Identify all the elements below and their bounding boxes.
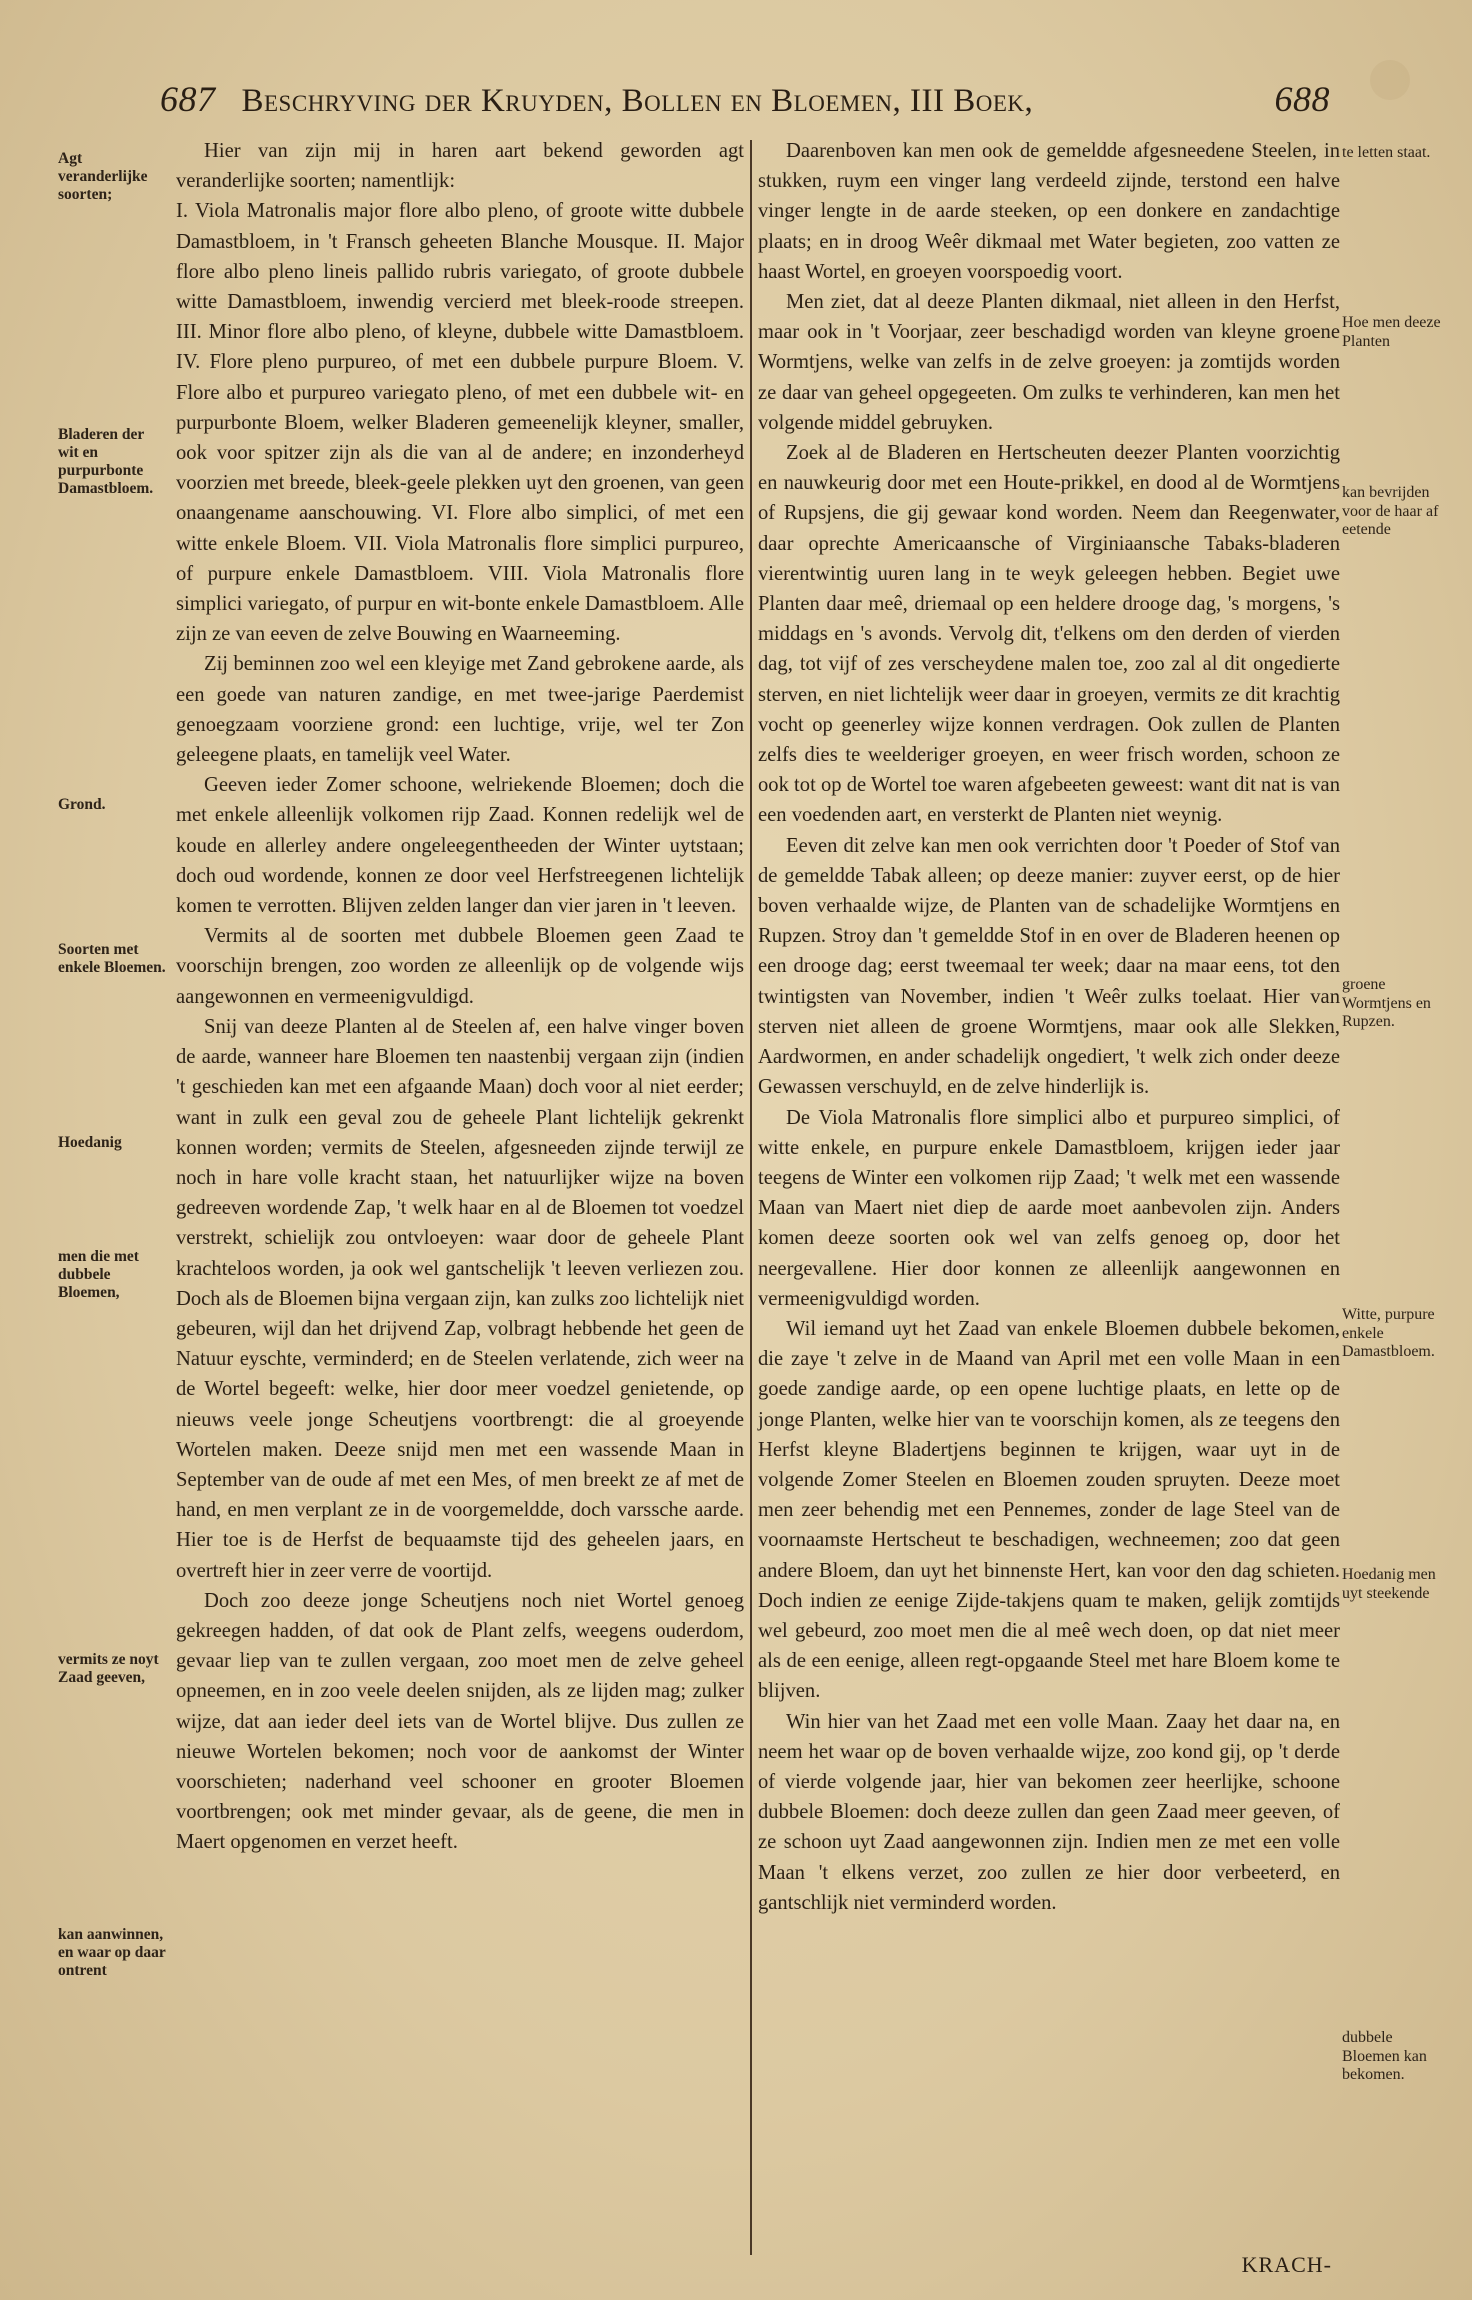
margin-note-left: Grond. [58, 796, 106, 813]
paper-stain [1370, 60, 1410, 100]
page-number-right: 688 [1274, 79, 1330, 119]
paragraph: Men ziet, dat al deeze Planten dikmaal, niet alleen in den Herfst, maar ook in 't Voorjaar, zeer beschadigd worden van kleyne groene Wormtjens, welke van zelfs in de zelve groeyen: ja zomtijds worden ze daar van geheel opgegeeten. Om zulks te verhinderen, kan men het volgende middel gebruyken. [758, 291, 1340, 434]
margin-note-left: Hoedanig [58, 1134, 122, 1151]
margin-note-left: Agt veranderlijke soorten; [58, 150, 148, 203]
margin-note-left: Bladeren der wit en purpurbonte Damastbloem. [58, 426, 154, 497]
catchword: KRACH- [1241, 2252, 1332, 2277]
margin-note-left: Soorten met enkele Bloemen. [58, 941, 166, 976]
paragraph: I. Viola Matronalis major flore albo pleno, of groote witte dubbele Damastbloem, in 't Fransch geheeten Blanche Mousque. II. Major flore albo pleno lineis pallido rubris variegato, of groote dubbele witte Damastbloem, inwendig vercierd met bleek-roode streepen. III. Minor flore albo pleno, of kleyne, dubbele witte Damastbloem. IV. Flore pleno purpureo, of met een dubbele purpure Bloem. V. Flore albo et purpureo variegato pleno, of met een dubbele wit- en purpurbonte Bloem, welker Bladeren gemeenelijk kleyner, smaller, ook voor spitzer zijn als die van al de andere; en inzonderheyd voorzien met breede, bleek-geele plekken uyt den groenen, van geen onaangename aanschouwing. VI. Flore albo simplici, of met een witte enkele Bloem. VII. Viola Matronalis flore simplici purpureo, of purpure enkele Damastbloem. VIII. Viola Matronalis flore simplici variegato, of purpur en wit-bonte enkele Damastbloem. Alle zijn ze van eeven de zelve Bouwing en Waarneeming. [176, 200, 744, 646]
margin-note-left: kan aanwinnen, en waar op daar ontrent [58, 1926, 166, 1979]
margin-note-right: te letten staat. [1342, 144, 1431, 161]
paragraph: Vermits al de soorten met dubbele Bloemen geen Zaad te voorschijn brengen, zoo worden ze alleenlijk op de volgende wijs aangewonnen en vermeenigvuldigd. [176, 925, 744, 1008]
paragraph: Doch zoo deeze jonge Scheutjens noch niet Wortel genoeg gekreegen hadden, of dat ook de Plant zelfs, weegens ouderdom, gevaar liep van te zullen vergaan, zoo moet men de zelve geheel opneemen, en in zoo veele deelen snijden, als ze lijden mag; zulker wijze, dat aan ieder deel iets van de Wortel blijve. Dus zullen ze nieuwe Wortelen bekomen; noch voor de aankomst der Winter voorschieten; naderhand veel schooner en grooter Bloemen voortbrengen; ook met minder gevaar, als de geene, die men in Maert opgenomen en verzet heeft. [176, 1589, 744, 1854]
paragraph: Eeven dit zelve kan men ook verrichten door 't Poeder of Stof van de gemeldde Tabak alleen; op deeze manier: zuyver eerst, op de hier boven verhaalde wijze, de Planten van de schadelijke Wormtjens en Rupzen. Stroy dan 't gemeldde Stof in en over de Bladeren heenen op een drooge dag; eerst tweemaal ter week; daar na maar eens, tot den twintigsten van November, indien 't Weêr zulks toelaat. Hier van sterven niet alleen de groene Wormtjens, maar ook alle Slekken, Aardwormen, en ander schadelijk ongediert, 't welk zich onder deeze Gewassen verschuyld, en de zelve hinderlijk is. [758, 834, 1340, 1099]
margin-note-right: dubbele Bloemen kan bekomen. [1342, 2029, 1427, 2083]
margin-note-left: vermits ze noyt Zaad geeven, [58, 1651, 159, 1686]
paragraph: Snij van deeze Planten al de Steelen af, een halve vinger boven de aarde, wanneer hare Bloemen ten naastenbij vergaan zijn (indien 't geschieden kan met een afgaande Maan) doch voor al niet eerder; want in zulk een geval zou de geheele Plant lichtelijk gekrenkt konnen worden; vermits de Steelen, afgesneeden zijnde terwijl ze noch in hare volle kracht staan, het natuurlijker wijze na boven gedreeven wordende Zap, 't welk haar en al de Bloemen tot voedzel verstrekt, schielijk zou ontvloeyen: waar door de geheele Plant krachteloos worden, ja ook wel gantschelijk 't leeven verliezen zou. Doch als de Bloemen bijna vergaan zijn, kan zulks zoo lichtelijk niet gebeuren, wijl dan het drijvend Zap, volbragt hebbende het geen de Natuur eyschte, verminderd; en de Steelen verlatende, zich weer na de Wortel begeeft: welke, hier door meer voedzel genietende, op nieuws veele jonge Scheutjens voortbrengt: die al groeyende Wortelen maken. Deeze snijd men met een wassende Maan in September van de oude af met een Mes, of men breekt ze af met de hand, en men verplant ze in de voorgemeldde, doch varssche aarde. Hier toe is de Herfst de bequaamste tijd des geheelen jaars, en overtreft hier in zeer verre de voortijd. [176, 1015, 744, 1582]
margin-note-right: kan bevrijden voor de haar af eetende [1342, 484, 1439, 538]
running-header [160, 78, 1340, 128]
margin-note-right: groene Wormtjens en Rupzen. [1342, 976, 1431, 1030]
margin-note-right: Hoedanig men uyt steekende [1342, 1566, 1436, 1602]
paragraph: Daarenboven kan men ook de gemeldde afgesneedene Steelen, in stukken, ruym een vinger lang verdeeld zijnde, terstond een halve vinger lengte in de aarde steeken, op een donkere en zandachtige plaats; en in droog Weêr dikmaal met Water begieten, zoo vatten ze haast Wortel, en groeyen voorspoedig voort. [758, 140, 1340, 283]
margin-note-left: men die met dubbele Bloemen, [58, 1248, 139, 1301]
column-divider [750, 140, 752, 2255]
margin-note-right: Witte, purpure enkele Damastbloem. [1342, 1306, 1435, 1360]
paragraph: Win hier van het Zaad met een volle Maan. Zaay het daar na, en neem het waar op de boven verhaalde wijze, zoo kond gij, op 't derde of vierde volgende jaar, hier van bekomen zeer heerlijke, schoone dubbele Bloemen: doch deeze zullen dan geen Zaad meer geeven, of ze schoon uyt Zaad aangewonnen zijn. Indien men ze met een volle Maan 't elkens verzet, zoo zullen ze hier door verbeeterd, en gantschlijk niet verminderd worden. [758, 1710, 1340, 1914]
paragraph: Zij beminnen zoo wel een kleyige met Zand gebrokene aarde, als een goede van naturen zandige, en met twee-jarige Paerdemist genoegzaam voorziene grond: een luchtige, vrije, wel ter Zon geleegene plaats, en tamelijk veel Water. [176, 653, 744, 767]
paragraph: Wil iemand uyt het Zaad van enkele Bloemen dubbele bekomen, die zaye 't zelve in de Maand van April met een volle Maan in een goede zandige aarde, op een opene luchtige plaats, en lette op de jonge Planten, welke hier van te voorschijn komen, als ze teegens den Herfst kleyne Bladertjens beginnen te krijgen, waar uyt in de volgende Zomer Steelen en Bloemen zouden spruyten. Deeze moet men zeer behendig met een Pennemes, zonder de lage Steel van de voornaamste Hertscheut te beschadigen, wechneemen; zoo dat geen andere Bloem, dan uyt het binnenste Hert, kan voor den dag schieten. Doch indien ze eenige Zijde-takjens quam te maken, gelijk zomtijds wel gebeurd, zoo moet men die al meê wech doen, op dat niet meer als de een eenige, alleen regt-opgaande Steel met hare Bloem kome te blijven. [758, 1317, 1340, 1703]
page-number-left: 687 [160, 79, 216, 119]
margin-note-right: Hoe men deeze Planten [1342, 314, 1441, 350]
paragraph: Hier van zijn mij in haren aart bekend geworden agt veranderlijke soorten; namentlijk: [176, 140, 744, 193]
paragraph: Zoek al de Bladeren en Hertscheuten deezer Planten voorzichtig en nauwkeurig door met een Houte-prikkel, en dood al de Wormtjens of Rupsjens, die gij gewaar kond worden. Neem dan Reegenwater, daar oprechte Americaansche of Virginiaansche Tabaks-bladeren vierentwintig uuren lang in te weyk geleegen hebben. Begiet uwe Planten daar meê, driemaal op een heldere drooge dag, 's morgens, 's middags en 's avonds. Vervolg dit, t'elkens om den derden of vierden dag, tot vijf of zes verscheydene malen toe, zoo zal al dit ongedierte sterven, en niet lichtelijk weer daar in groeyen, vermits ze dit krachtig vocht op geenerley wijze konnen verdragen. Ook zullen de Planten zelfs dies te weelderiger groeyen, en weer frisch worden, schoon ze ook tot op de Wortel toe waren afgebeeten geweest: want dit nat is van een voedenden aart, en versterkt de Planten niet weynig. [758, 442, 1340, 827]
page-title: Beschryving der Kruyden, Bollen en Bloemen, III Boek, [241, 83, 1034, 119]
paragraph: De Viola Matronalis flore simplici albo et purpureo simplici, of witte enkele, en purpure enkele Damastbloem, krijgen ieder jaar teegens de Winter een volkomen rijp Zaad; 't welk met een wassende Maan van Maert niet diep de aarde moet aanbevolen zijn. Anders komen deeze soorten ook wel van zelfs genoeg op, door het neergevallene. Hier door konnen ze alleenlijk aangewonnen en vermeenigvuldigd worden. [758, 1106, 1340, 1310]
left-column [176, 136, 744, 1858]
paragraph: Geeven ieder Zomer schoone, welriekende Bloemen; doch die met enkele alleenlijk volkomen rijp Zaad. Konnen redelijk wel de koude en allerley andere ongeleegentheeden der Winter uytstaan; doch oud wordende, konnen ze door veel Herfstreegenen lichtelijk komen te verrotten. Blijven zelden langer dan vier jaren in 't leeven. [176, 774, 744, 918]
right-column [758, 136, 1340, 1918]
